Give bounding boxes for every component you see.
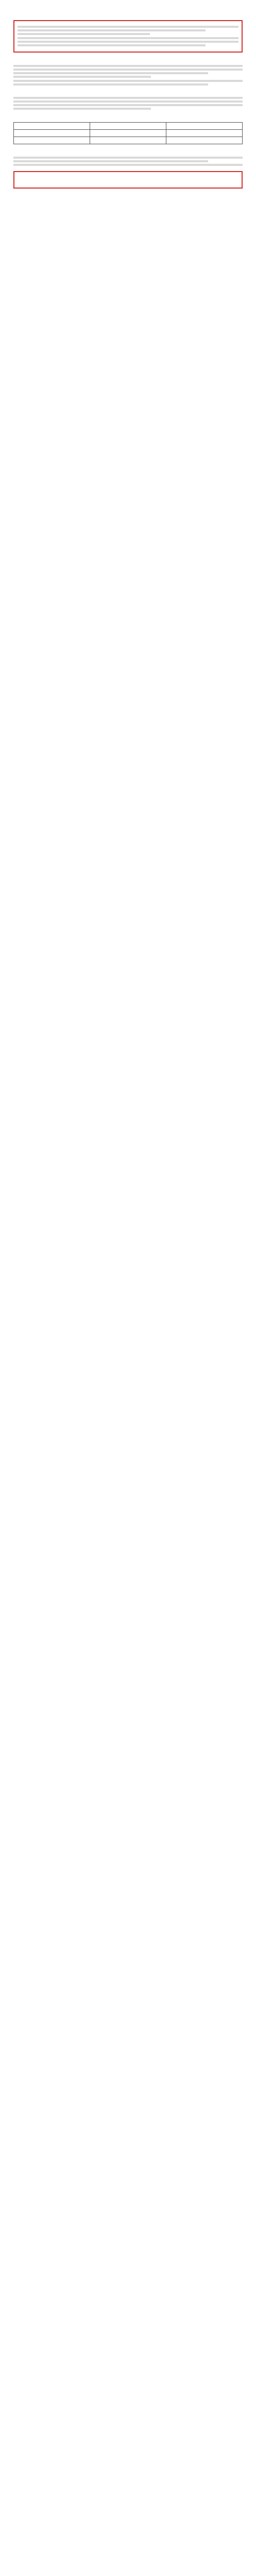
section-heading xyxy=(13,149,243,155)
section-heading xyxy=(13,58,243,63)
table-caption xyxy=(13,114,243,119)
highlighted-section xyxy=(13,20,243,53)
paragraph xyxy=(13,80,243,86)
document-subtitle xyxy=(13,11,243,16)
section-heading xyxy=(13,90,243,95)
highlighted-footer xyxy=(13,171,243,189)
paragraph xyxy=(13,65,243,78)
paragraph xyxy=(18,37,238,46)
paragraph xyxy=(13,157,243,166)
paragraph xyxy=(13,97,243,110)
data-table xyxy=(13,122,243,144)
document-title xyxy=(13,3,243,9)
paragraph xyxy=(18,26,238,35)
